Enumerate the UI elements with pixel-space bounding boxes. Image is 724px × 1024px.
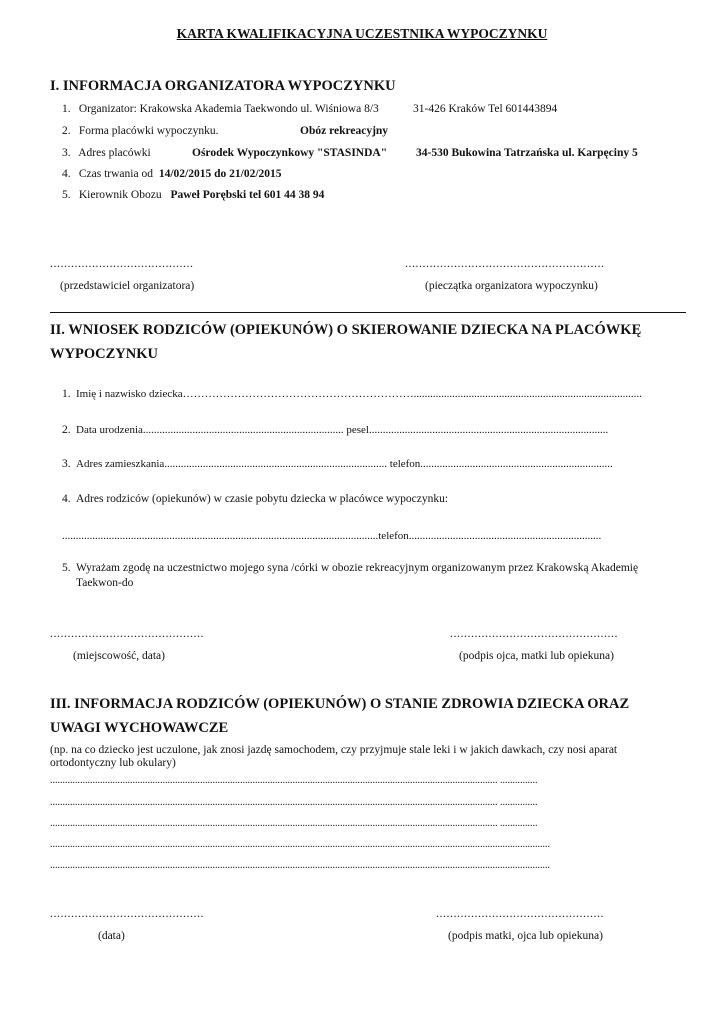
facility-form-value: Obóz rekreacyjny	[300, 125, 389, 137]
section2-heading-line1: II. WNIOSEK RODZICÓW (OPIEKUNÓW) O SKIEROWANIE DZIECKA NA PLACÓWKĘ	[50, 322, 642, 338]
organizer-representative-caption: (przedstawiciel organizatora)	[60, 280, 195, 292]
facility-address-item	[62, 147, 151, 159]
birthdate-pesel-text: Data urodzenia......................................................................... pesel.......................................................................................	[76, 424, 609, 436]
organizer-label: Organizator: Krakowska Akademia Taekwondo ul. Wiśniowa 8/3	[78, 103, 379, 115]
date-signature-line: ............................................	[50, 906, 204, 920]
item-number: 4.	[62, 493, 71, 505]
item-number: 4.	[62, 168, 71, 180]
parents-address-text: Adres rodziców (opiekunów) w czasie pobytu dziecka w placówce wypoczynku:	[76, 493, 449, 505]
health-info-line: ................................................................................................................................................................................... ...............	[50, 818, 538, 829]
facility-name-value: Ośrodek Wypoczynkowy "STASINDA"	[192, 147, 388, 159]
facility-address-label: Adres placówki	[78, 147, 151, 159]
health-info-line: ........................................................................................................................................................................................................	[50, 839, 550, 850]
child-name-text: Imię i nazwisko dziecka………………………………………………………...................................................................................	[76, 388, 642, 400]
consent-item	[62, 562, 638, 574]
item-number: 1.	[62, 103, 71, 115]
parent-signature-line: ................................................	[450, 626, 618, 640]
item-number: 1.	[62, 388, 71, 400]
organizer-item	[62, 103, 379, 115]
health-info-line: ................................................................................................................................................................................... ...............	[50, 775, 538, 786]
camp-manager-item	[62, 189, 324, 201]
section-divider	[50, 312, 686, 313]
item-number: 5.	[62, 189, 71, 201]
health-info-line: ................................................................................................................................................................................... ...............	[50, 797, 538, 808]
duration-label: Czas trwania od	[78, 168, 153, 180]
place-date-signature-line: ............................................	[50, 626, 204, 640]
parent-signature-caption: (podpis ojca, matki lub opiekuna)	[459, 650, 614, 662]
place-date-caption: (miejscowość, data)	[73, 650, 165, 662]
parents-address-line-text: ...................................................................................................................telefon......................................................................	[62, 530, 602, 542]
section3-heading-line2: UWAGI WYCHOWAWCZE	[50, 720, 229, 736]
stamp-signature-line: .........................................................	[405, 256, 605, 270]
duration-item	[62, 168, 282, 180]
child-name-field	[62, 388, 676, 400]
consent-text-continued: Taekwon-do	[76, 577, 134, 589]
parents-address-line	[62, 530, 676, 542]
camp-manager-label: Kierownik Obozu	[78, 189, 162, 201]
item-number: 5.	[62, 562, 71, 574]
section2-heading-line2: WYPOCZYNKU	[50, 346, 158, 362]
guardian-signature-caption: (podpis matki, ojca lub opiekuna)	[448, 930, 603, 942]
section1-heading: I. INFORMACJA ORGANIZATORA WYPOCZYNKU	[50, 78, 396, 94]
organizer-contact: 31-426 Kraków Tel 601443894	[413, 103, 558, 115]
parents-address-field	[62, 493, 448, 505]
guardian-signature-line: ................................................	[436, 906, 604, 920]
health-info-note: (np. na co dziecko jest uczulone, jak znosi jazdę samochodem, czy przyjmuje stale leki i w jakich dawkach, czy nosi aparat ortodontyczny lub okulary)	[50, 744, 618, 769]
duration-value: 14/02/2015 do 21/02/2015	[158, 168, 282, 180]
form-title: KARTA KWALIFIKACYJNA UCZESTNIKA WYPOCZYNKU	[176, 26, 548, 41]
home-address-field	[62, 458, 676, 470]
camp-manager-value: Paweł Porębski tel 601 44 38 94	[170, 189, 325, 201]
facility-form-label: Forma placówki wypoczynku.	[78, 125, 219, 137]
birthdate-pesel-field	[62, 424, 676, 436]
facility-form-item	[62, 125, 218, 137]
item-number: 2.	[62, 424, 71, 436]
item-number: 3.	[62, 147, 71, 159]
item-number: 2.	[62, 125, 71, 137]
health-info-line: ........................................................................................................................................................................................................	[50, 860, 550, 871]
consent-text: Wyrażam zgodę na uczestnictwo mojego syna /córki w obozie rekreacyjnym organizowanym przez Krakowską Akademię	[76, 562, 639, 574]
item-number: 3.	[62, 458, 71, 470]
organizer-stamp-caption: (pieczątka organizatora wypoczynku)	[425, 280, 598, 292]
section3-heading-line1: III. INFORMACJA RODZICÓW (OPIEKUNÓW) O STANIE ZDROWIA DZIECKA ORAZ	[50, 696, 630, 712]
home-address-text: Adres zamieszkania................................................................................. telefon......................................................................	[76, 458, 613, 470]
organizer-signature-line: .........................................	[50, 256, 194, 270]
date-caption: (data)	[98, 930, 125, 942]
facility-address-value: 34-530 Bukowina Tatrzańska ul. Karpęciny 5	[416, 147, 638, 159]
